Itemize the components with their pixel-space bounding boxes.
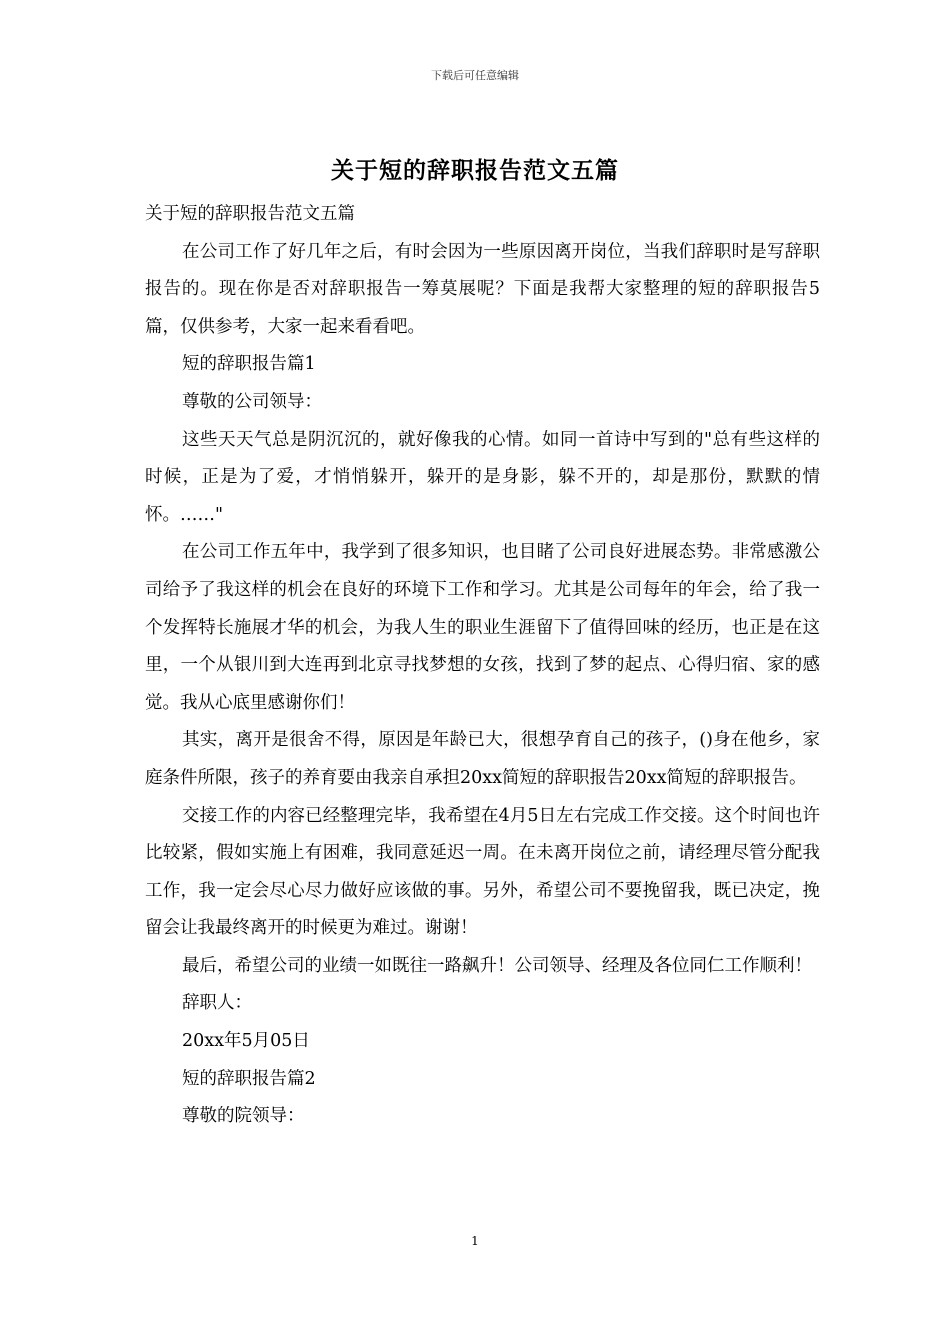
section-heading-1: 短的辞职报告篇1 (182, 354, 316, 375)
salutation-2: 尊敬的院领导： (182, 1106, 305, 1127)
signature-label: 辞职人： (182, 993, 252, 1014)
body-paragraph: 在公司工作五年中，我学到了很多知识，也目睹了公司良好进展态势。非常感激公司给予了我这样的机会在良好的环境下工作和学习。尤其是公司每年的年会，给了我一个发挥特长施展才华的机会，为我人生的职业生涯留下了值得回味的经历，也正是在这里，一个从银川到大连再到北京寻找梦想的女孩，找到了梦的起点、心得归宿、家的感觉。我从心底里感谢你们！ (145, 542, 820, 713)
signature-date: 20xx年5月05日 (182, 1031, 310, 1052)
document-body (145, 196, 820, 1136)
body-paragraph: 这些天天气总是阴沉沉的，就好像我的心情。如同一首诗中写到的"总有些这样的时候，正是为了爱，才悄悄躲开，躲开的是身影，躲不开的，却是那份，默默的情怀。……" (145, 429, 820, 525)
section-heading-2: 短的辞职报告篇2 (182, 1068, 316, 1089)
body-paragraph: 交接工作的内容已经整理完毕，我希望在4月5日左右完成工作交接。这个时间也许比较紧，假如实施上有困难，我同意延迟一周。在未离开岗位之前，请经理尽管分配我工作，我一定会尽心尽力做好应该做的事。另外，希望公司不要挽留我，既已决定，挽留会让我最终离开的时候更为难过。谢谢！ (145, 805, 820, 939)
document-title: 关于短的辞职报告范文五篇 (331, 157, 619, 184)
intro-paragraph: 在公司工作了好几年之后，有时会因为一些原因离开岗位，当我们辞职时是写辞职报告的。现在你是否对辞职报告一筹莫展呢？下面是我帮大家整理的短的辞职报告5篇，仅供参考，大家一起来看看吧。 (145, 241, 820, 337)
header-note: 下载后可任意编辑 (431, 69, 519, 82)
page-number: 1 (471, 1234, 479, 1248)
salutation-1: 尊敬的公司领导： (182, 391, 322, 412)
body-paragraph: 其实，离开是很舍不得，原因是年龄已大，很想孕育自己的孩子，()身在他乡，家庭条件所限，孩子的养育要由我亲自承担20xx简短的辞职报告20xx简短的辞职报告。 (145, 730, 820, 788)
body-paragraph: 最后，希望公司的业绩一如既往一路飙升！公司领导、经理及各位同仁工作顺利！ (182, 955, 812, 976)
subtitle-paragraph: 关于短的辞职报告范文五篇 (145, 204, 355, 224)
